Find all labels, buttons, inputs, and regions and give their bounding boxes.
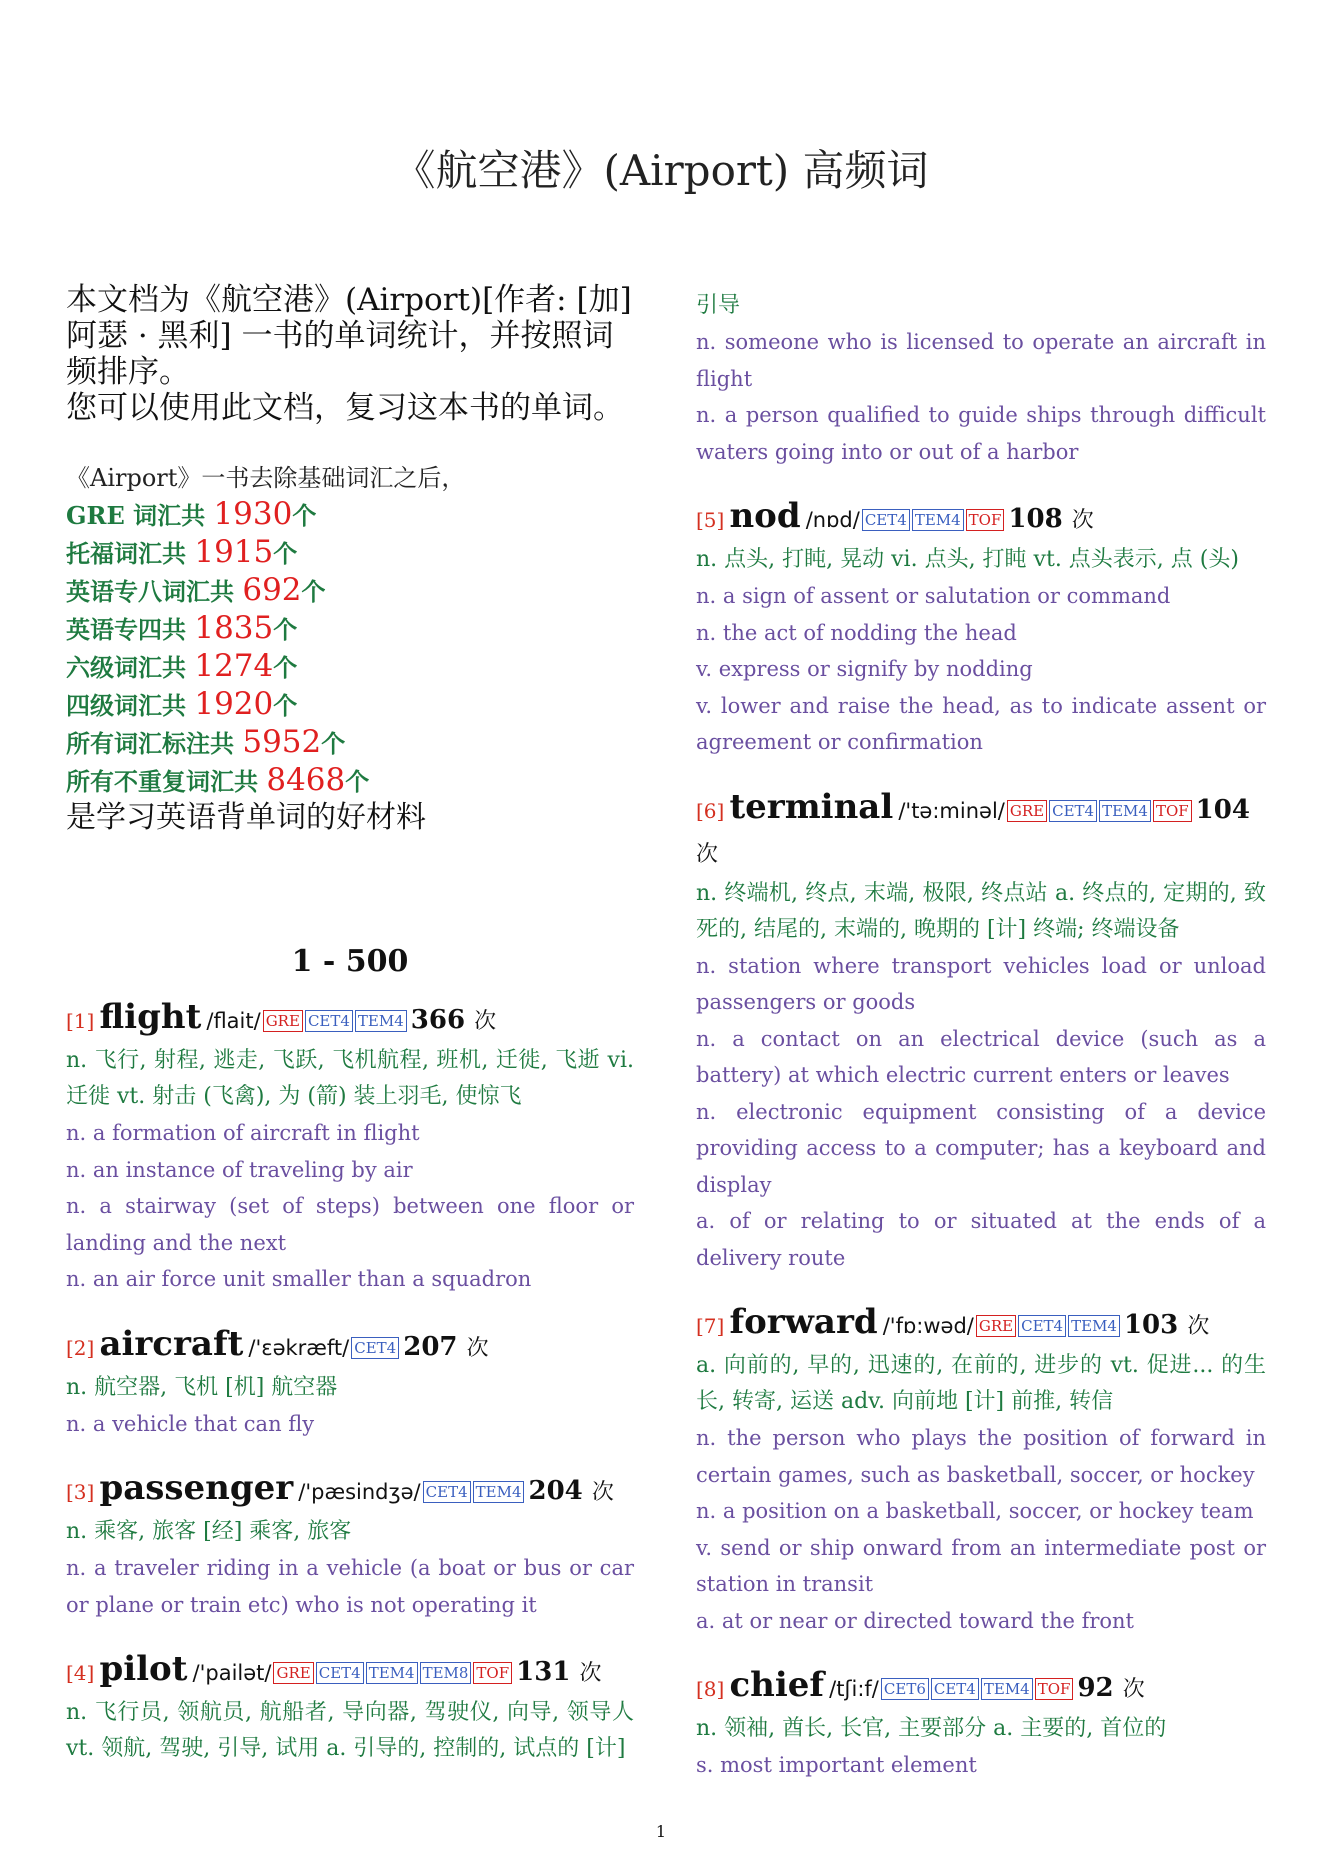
chinese-definition: n. 航空器, 飞机 [机] 航空器 (66, 1374, 338, 1400)
chinese-definition: a. 向前的, 早的, 迅速的, 在前的, 进步的 vt. 促进... 的生长, 转寄, 运送 adv. 向前地 [计] 前推, 转信 (696, 1353, 1266, 1414)
frequency-unit: 次 (591, 1480, 614, 1505)
frequency-unit: 次 (1122, 1677, 1145, 1702)
entry-index: [2] (66, 1335, 95, 1360)
english-definition: n. an instance of traveling by air (66, 1157, 413, 1182)
stat-count: 1920 (194, 686, 274, 722)
stat-line (66, 496, 634, 534)
level-tag: TEM4 (1099, 800, 1151, 822)
word-entry (696, 787, 1266, 1277)
english-definition: n. a position on a basketball, soccer, or hockey team (696, 1499, 1254, 1523)
entry-header (696, 1302, 1266, 1348)
frequency-count: 108 (1008, 504, 1063, 534)
word-entry (696, 496, 1266, 761)
stat-unit: 个 (273, 691, 298, 720)
word-entry (66, 1649, 634, 1767)
stat-count: 692 (242, 572, 302, 608)
english-definition: n. a formation of aircraft in flight (66, 1121, 420, 1145)
english-definition: a. at or near or directed toward the front (696, 1608, 1134, 1633)
frequency-count: 103 (1123, 1310, 1179, 1340)
stat-count: 1835 (194, 610, 274, 646)
headword: terminal (729, 786, 894, 827)
english-definition: n. a vehicle that can fly (66, 1411, 315, 1436)
entry-index: [6] (696, 798, 725, 823)
chinese-definition: n. 点头, 打盹, 晃动 vi. 点头, 打盹 vt. 点头表示, 点 (头) (696, 547, 1239, 572)
english-definition: v. lower and raise the head, as to indicate assent or agreement or confirmation (696, 693, 1266, 754)
level-tag: CET4 (1018, 1315, 1066, 1337)
frequency-unit: 次 (1071, 508, 1094, 533)
phonetic: /flait/ (206, 1009, 261, 1033)
english-definition: n. a traveler riding in a vehicle (a boat or bus or car or plane or train etc) who is not operating it (66, 1556, 634, 1617)
level-tag: GRE (976, 1315, 1016, 1337)
entry-index: [3] (66, 1480, 95, 1504)
level-tag: CET4 (305, 1010, 353, 1032)
stat-line (66, 762, 634, 800)
frequency (1124, 1310, 1209, 1340)
chinese-definition: n. 飞行员, 领航员, 航船者, 导向器, 驾驶仪, 向导, 领导人 vt. 领航, 驾驶, 引导, 试用 a. 引导的, 控制的, 试点的 [计] (66, 1700, 634, 1761)
frequency-count: 131 (516, 1657, 571, 1687)
word-entry (696, 1302, 1266, 1639)
entry-index: [7] (696, 1314, 725, 1338)
level-tag: TOF (1035, 1678, 1074, 1700)
entry-index: [8] (696, 1677, 725, 1701)
word-entry (696, 1665, 1266, 1784)
chinese-definition: n. 飞行, 射程, 逃走, 飞跃, 飞机航程, 班机, 迁徙, 飞逝 vi. 迁徙 vt. 射击 (飞禽), 为 (箭) 装上羽毛, 使惊飞 (66, 1048, 634, 1109)
entry-header (696, 787, 1266, 876)
level-tag: TEM4 (981, 1678, 1033, 1700)
headword: nod (729, 496, 801, 536)
level-tag: GRE (263, 1010, 303, 1032)
stat-line (66, 534, 634, 572)
intro-paragraph: 您可以使用此文档，复习这本书的单词。 (66, 390, 624, 426)
entry-header (66, 1468, 634, 1514)
stat-unit: 个 (301, 577, 326, 606)
level-tag: TEM4 (1068, 1315, 1120, 1337)
headword: forward (729, 1302, 878, 1342)
headword: pilot (99, 1649, 188, 1689)
level-tag: CET4 (862, 509, 910, 531)
chinese-definition: 引导 (696, 293, 741, 318)
level-tag: CET6 (881, 1678, 929, 1700)
english-definition: n. the person who plays the position of forward in certain games, such as basketball, soccer, or hockey (696, 1426, 1266, 1487)
frequency-unit: 次 (579, 1661, 602, 1686)
stats-block (66, 460, 634, 836)
frequency-unit: 次 (474, 1009, 497, 1034)
frequency-unit: 次 (696, 841, 719, 867)
phonetic: /nɒd/ (805, 508, 860, 532)
frequency-count: 104 (1195, 794, 1250, 825)
entry-continuation (696, 288, 1266, 470)
stat-label: GRE 词汇共 (66, 501, 214, 530)
english-definition: n. a stairway (set of steps) between one floor or landing and the next (66, 1194, 634, 1255)
left-column (66, 282, 634, 1793)
english-definition: n. someone who is licensed to operate an aircraft in flight (696, 330, 1266, 391)
frequency-count: 366 (410, 1005, 466, 1035)
english-definition: n. a sign of assent or salutation or command (696, 584, 1171, 608)
english-definition: n. an air force unit smaller than a squadron (66, 1267, 532, 1291)
level-tag: TOF (966, 509, 1005, 531)
chinese-definition: n. 乘客, 旅客 [经] 乘客, 旅客 (66, 1519, 352, 1544)
frequency (1077, 1673, 1144, 1703)
level-tag: TEM4 (366, 1662, 418, 1684)
stat-label: 英语专八词汇共 (66, 577, 243, 606)
stat-label: 托福词汇共 (66, 539, 195, 568)
stat-line (66, 572, 634, 610)
headword: aircraft (99, 1323, 244, 1364)
intro-paragraph: 本文档为《航空港》(Airport)[作者: [加] 阿瑟 · 黑利] 一书的单词统计，并按照词频排序。 (66, 282, 632, 390)
word-entry (66, 1468, 634, 1623)
entry-index: [5] (696, 508, 725, 532)
frequency-count: 92 (1077, 1673, 1114, 1703)
level-tag: TEM8 (420, 1662, 472, 1684)
phonetic: /'pæsindʒə/ (298, 1480, 421, 1504)
word-entry (66, 997, 634, 1298)
stats-closing: 是学习英语背单词的好材料 (66, 800, 426, 835)
frequency-count: 207 (403, 1331, 458, 1362)
entry-index: [4] (66, 1661, 95, 1685)
word-entry (66, 1324, 634, 1443)
stat-label: 英语专四共 (66, 615, 195, 644)
entry-header (66, 997, 634, 1043)
level-tag: GRE (1007, 800, 1047, 822)
chinese-definition: n. 终端机, 终点, 末端, 极限, 终点站 a. 终点的, 定期的, 致死的, 结尾的, 末端的, 晚期的 [计] 终端; 终端设备 (696, 880, 1266, 942)
frequency-unit: 次 (466, 1335, 489, 1361)
english-definition: n. station where transport vehicles load or unload passengers or goods (696, 953, 1266, 1014)
level-tag: CET4 (931, 1678, 979, 1700)
level-tag: CET4 (423, 1481, 471, 1503)
phonetic: /'tə:minəl/ (898, 798, 1005, 823)
stats-lead: 《Airport》一书去除基础词汇之后， (66, 464, 466, 492)
frequency-unit: 次 (1187, 1314, 1210, 1339)
headword: passenger (99, 1468, 294, 1508)
frequency (411, 1005, 496, 1035)
intro (66, 282, 634, 426)
stat-line (66, 724, 634, 762)
level-tag: CET4 (1049, 800, 1097, 822)
level-tag: TEM4 (355, 1010, 407, 1032)
english-definition: v. send or ship onward from an intermediate post or station in transit (696, 1535, 1266, 1596)
stat-count: 1274 (194, 648, 274, 684)
level-tag: TEM4 (912, 509, 964, 531)
page-title: 《航空港》(Airport) 高频词 (393, 146, 929, 195)
entry-header (696, 496, 1266, 542)
level-tag: CET4 (316, 1662, 364, 1684)
right-column (696, 288, 1266, 1810)
stat-line (66, 648, 634, 686)
page-number: 1 (655, 1822, 667, 1841)
level-tag: TOF (1153, 800, 1192, 822)
stat-label: 六级词汇共 (66, 653, 195, 682)
frequency (403, 1332, 488, 1362)
stat-count: 8468 (266, 762, 346, 798)
headword: flight (99, 997, 202, 1037)
chinese-definition: n. 领袖, 酋长, 长官, 主要部分 a. 主要的, 首位的 (696, 1716, 1167, 1741)
frequency (528, 1476, 613, 1506)
english-definition: n. the act of nodding the head (696, 620, 1017, 645)
range-heading: 1 - 500 (291, 944, 409, 979)
english-definition: n. a contact on an electrical device (such as a battery) at which electric current enters or leaves (696, 1026, 1266, 1087)
stat-label: 所有词汇标注共 (66, 729, 243, 758)
phonetic: /'fɒ:wəd/ (882, 1314, 974, 1338)
frequency (1008, 504, 1093, 534)
phonetic: /tʃi:f/ (829, 1677, 879, 1701)
level-tag: TOF (473, 1662, 512, 1684)
stat-count: 5952 (242, 724, 322, 760)
stat-unit: 个 (273, 539, 298, 568)
entry-header (66, 1649, 634, 1695)
phonetic: /'ɛəkræft/ (248, 1335, 350, 1360)
stat-line (66, 686, 634, 724)
stat-label: 所有不重复词汇共 (66, 767, 267, 796)
frequency-count: 204 (528, 1476, 583, 1506)
english-definition: n. a person qualified to guide ships through difficult waters going into or out of a harbor (696, 403, 1266, 464)
stat-unit: 个 (345, 767, 370, 796)
stat-unit: 个 (273, 615, 298, 644)
entry-header (696, 1665, 1266, 1711)
english-definition: v. express or signify by nodding (696, 657, 1033, 681)
stat-unit: 个 (273, 653, 298, 682)
level-tag: TEM4 (473, 1481, 525, 1503)
stat-label: 四级词汇共 (66, 691, 195, 720)
stat-count: 1930 (213, 496, 293, 532)
phonetic: /'pailət/ (192, 1661, 272, 1685)
stat-unit: 个 (292, 501, 317, 530)
entry-header (66, 1324, 634, 1370)
headword: chief (729, 1665, 825, 1705)
frequency (516, 1657, 601, 1687)
entry-index: [1] (66, 1009, 95, 1033)
english-definition: s. most important element (696, 1753, 977, 1777)
english-definition: n. electronic equipment consisting of a device providing access to a computer; has a keyboard and display (696, 1099, 1266, 1197)
level-tag: CET4 (351, 1337, 399, 1359)
stat-count: 1915 (194, 534, 274, 570)
stat-unit: 个 (321, 729, 346, 758)
stat-line (66, 610, 634, 648)
english-definition: a. of or relating to or situated at the ends of a delivery route (696, 1209, 1266, 1270)
level-tag: GRE (273, 1662, 313, 1684)
